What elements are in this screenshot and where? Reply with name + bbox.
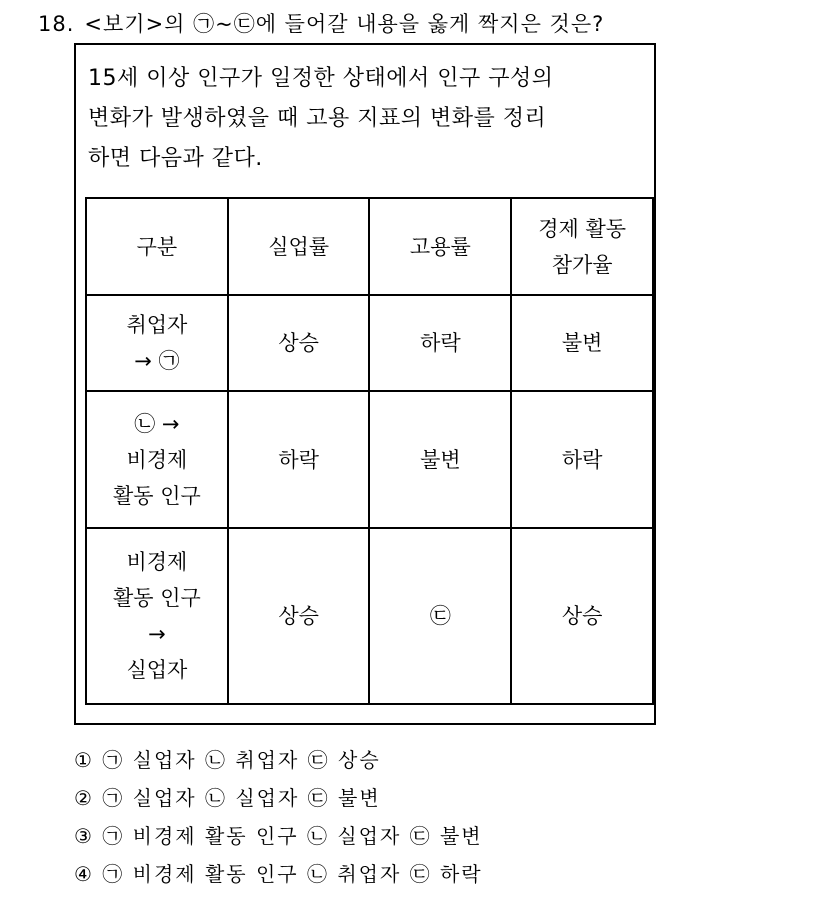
header-unemployment-rate: 실업률	[228, 198, 370, 295]
header-employment-rate: 고용률	[369, 198, 511, 295]
row-label-line: → ㉠	[134, 349, 180, 373]
answer-choice-4[interactable]: ④ ㉠ 비경제 활동 인구 ㉡ 취업자 ㉢ 하락	[74, 862, 483, 886]
cell-participation: 불변	[511, 295, 653, 391]
cell-unemployment: 상승	[228, 528, 370, 704]
header-category: 구분	[86, 198, 228, 295]
question-number: 18.	[38, 12, 75, 36]
intro-line: 변화가 발생하였을 때 고용 지표의 변화를 정리	[88, 106, 547, 131]
employment-indicator-table	[85, 197, 654, 705]
row-label-line: 활동 인구	[112, 483, 201, 508]
row-label	[86, 528, 228, 704]
cell-employment: 불변	[369, 391, 511, 528]
header-participation-line: 참가율	[551, 252, 613, 277]
cell-participation: 하락	[511, 391, 653, 528]
cell-unemployment: 하락	[228, 391, 370, 528]
row-label-line: 활동 인구	[112, 586, 201, 610]
question-stem	[38, 8, 604, 38]
table-row	[86, 295, 653, 391]
table-row	[86, 528, 653, 704]
table-header-row	[86, 198, 653, 295]
answer-choice-3[interactable]: ③ ㉠ 비경제 활동 인구 ㉡ 실업자 ㉢ 불변	[74, 824, 483, 848]
row-label-line: →	[148, 622, 166, 646]
answer-choices	[74, 741, 483, 893]
reference-box	[74, 43, 656, 725]
intro-line: 하면 다음과 같다.	[88, 146, 263, 171]
row-label-line: 비경제	[126, 550, 188, 574]
row-label-line: 취업자	[126, 313, 188, 337]
cell-unemployment: 상승	[228, 295, 370, 391]
row-label-line: 비경제	[126, 447, 188, 472]
intro-line: 15세 이상 인구가 일정한 상태에서 인구 구성의	[88, 66, 554, 91]
row-label-line: 실업자	[126, 658, 188, 682]
table-row	[86, 391, 653, 528]
row-label	[86, 295, 228, 391]
question-text: <보기>의 ㉠~㉢에 들어갈 내용을 옳게 짝지은 것은?	[84, 12, 605, 36]
cell-employment: 하락	[369, 295, 511, 391]
header-participation-rate	[511, 198, 653, 295]
cell-participation: 상승	[511, 528, 653, 704]
row-label-line: ㉡ →	[134, 411, 180, 436]
cell-employment: ㉢	[369, 528, 511, 704]
reference-intro	[88, 59, 648, 179]
answer-choice-2[interactable]: ② ㉠ 실업자 ㉡ 실업자 ㉢ 불변	[74, 786, 381, 810]
answer-choice-1[interactable]: ① ㉠ 실업자 ㉡ 취업자 ㉢ 상승	[74, 748, 381, 772]
header-participation-line: 경제 활동	[538, 216, 627, 241]
row-label	[86, 391, 228, 528]
